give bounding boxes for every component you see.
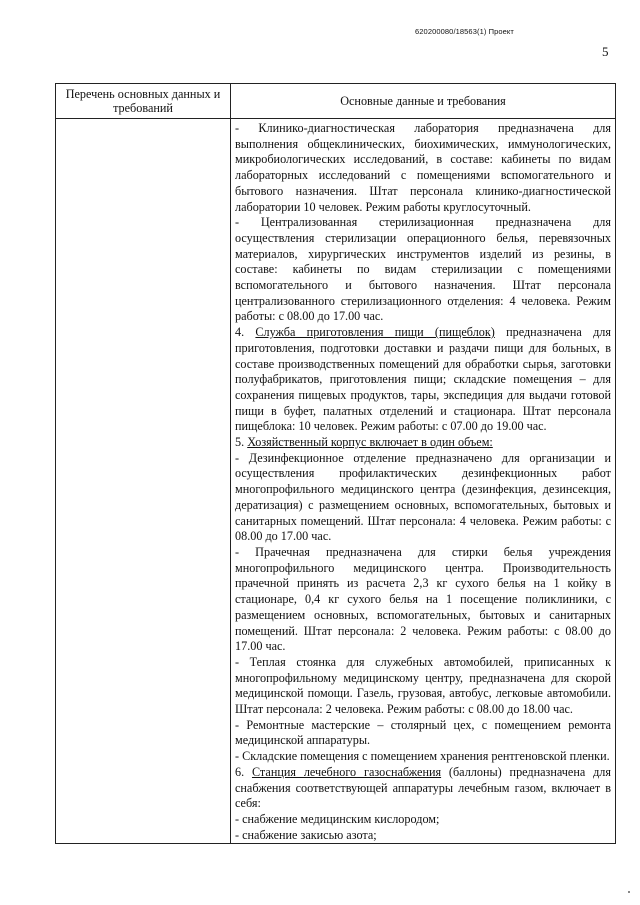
paragraph-heading: Хозяйственный корпус включает в один объем: [247, 435, 493, 450]
document-code: 620200080/18563(1) Проект [415, 27, 514, 36]
requirements-cell [231, 119, 616, 844]
paragraph-text: - Прачечная предназначена для стирки белья учреждения многопрофильного медицинского центра. Производительность прачечной принять из расчета 2,3 кг сухого белья на 1 койку в стационаре, 0,4 кг сухого белья на 1 посещение поликлиники, с размещением основных, вспомогательных, бытовых и санитарных помещений. Штат персонала: 2 человека. Режим работы: с 08.00 до 17.00 час. [235, 544, 611, 654]
paragraph [235, 655, 611, 718]
paragraph [235, 435, 611, 451]
requirements-content [231, 119, 615, 843]
page-number: 5 [602, 44, 609, 59]
paragraph-heading: Станция лечебного газоснабжения [251, 764, 442, 779]
table-header-row [56, 84, 616, 119]
column-header-requirements: Основные данные и требования [231, 84, 616, 119]
paragraph-text: - Дезинфекционное отделение предназначено для организации и осуществления профилактических дезинфекционных работ многопрофильного медицинского центра (дезинфекция, дезинсекция, дератизация) с размещением основных, вспомогательных, бытовых и санитарных помещений. Штат персонала: 4 человека. Режим работы: с 08.00 до 17.00 час. [235, 450, 611, 544]
paragraph [235, 451, 611, 545]
paragraph [235, 325, 611, 435]
paragraph [235, 812, 611, 828]
paragraph-text: - снабжение медицинским кислородом; [235, 811, 440, 826]
paragraph [235, 828, 611, 844]
paragraph [235, 545, 611, 655]
column-header-list: Перечень основных данных и требований [56, 84, 231, 119]
paragraph-prefix: 5. [235, 435, 248, 450]
requirements-table [55, 83, 616, 844]
paragraph [235, 121, 611, 215]
paragraph-text: предназначена для приготовления, подготовки доставки и раздачи пищи для больных, в составе производственных помещений для обработки сырья, заготовки полуфабрикатов, приготовления пищи; складские помещения – для сохранения пищевых продуктов, тары, экспедиция для выдачи готовой пищи в буфет, палатных отделений и стационара. Штат персонала пищеблока: 10 человек. Режим работы: с 07.00 до 19.00 час. [235, 325, 611, 434]
paragraph-text: - Теплая стоянка для служебных автомобилей, приписанных к многопрофильному медицинскому центру, предназначена для скорой медицинской помощи. Газель, грузовая, автобус, легковые автомобили. Штат персонала: 2 человека. Режим работы: с 08.00 до 18.00 час. [235, 654, 611, 717]
paragraph-text: (баллоны) предназначена для снабжения соответствующей аппаратуры лечебным газом, включает в себя: [235, 764, 611, 811]
paragraph-text: - Централизованная стерилизационная предназначена для осуществления стерилизации операционного белья, перевязочных материалов, хирургических инструментов изделий из резины, в составе: кабинеты по видам стерилизации с помещениями вспомогательного и бытового назначения. Штат персонала централизованного стерилизационного отделения: 4 человека. Режим работы: с 08.00 до 17.00 час. [235, 215, 611, 324]
paragraph [235, 749, 611, 765]
paragraph-heading: Служба приготовления пищи (пищеблок) [255, 325, 495, 340]
paragraph [235, 215, 611, 325]
paragraph-text: - Складские помещения с помещением хранения рентгеновской пленки. [235, 749, 610, 764]
table-body-row [56, 119, 616, 844]
list-cell [56, 119, 231, 844]
paragraph-prefix: 4. [235, 325, 256, 340]
paragraph [235, 765, 611, 812]
paragraph-prefix: 6. [235, 764, 252, 779]
paragraph-text: - Ремонтные мастерские – столярный цех, с помещением ремонта медицинской аппаратуры. [235, 717, 611, 748]
paragraph-text: - Клинико-диагностическая лаборатория предназначена для выполнения общеклинических, биохимических, иммунологических, микробиологических исследований, в составе: кабинеты по видам лабораторных исследований с помещениями вспомогательного и бытового назначения. Штат персонала клинико-диагностической лаборатории 10 человек. Режим работы круглосуточный. [235, 121, 611, 214]
paragraph [235, 718, 611, 749]
paragraph-text: - снабжение закисью азота; [235, 827, 377, 842]
scan-mark [628, 891, 630, 893]
